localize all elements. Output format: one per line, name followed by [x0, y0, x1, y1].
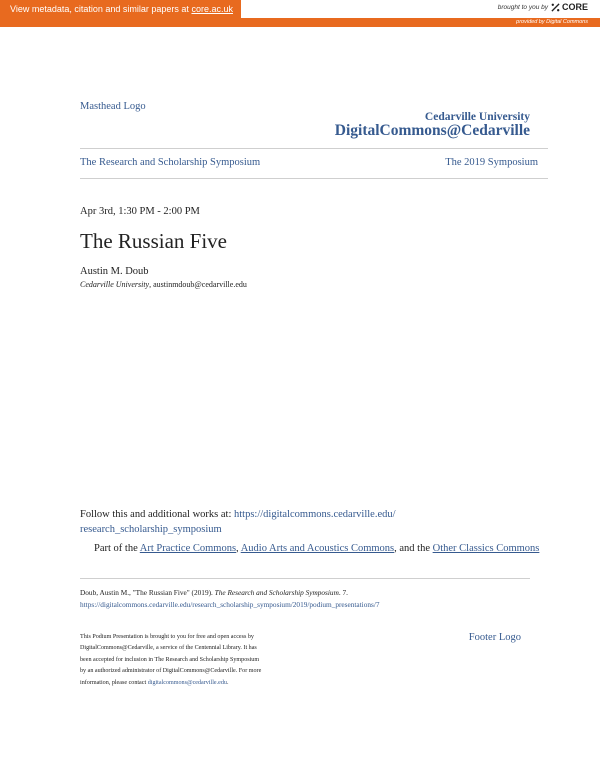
- session-date: Apr 3rd, 1:30 PM - 2:00 PM: [80, 206, 200, 217]
- notice-line-4: by an authorized administrator of DigitalCommons@Cedarville. For more: [80, 668, 262, 675]
- core-brought-by-text: brought to you by: [497, 3, 548, 11]
- core-logo[interactable]: [551, 2, 588, 12]
- contact-email-link[interactable]: digitalcommons@cedarville.edu: [147, 679, 227, 686]
- citation-url-link[interactable]: https://digitalcommons.cedarville.edu/research_scholarship_symposium/2019/podium_presentations/7: [80, 600, 380, 609]
- site-name[interactable]: DigitalCommons@Cedarville: [334, 122, 530, 139]
- open-access-notice: [80, 632, 305, 689]
- audio-arts-commons-link[interactable]: Audio Arts and Acoustics Commons: [240, 543, 395, 554]
- author-email: austinmdoub@cedarville.edu: [153, 280, 247, 289]
- footer-logo[interactable]: Footer Logo: [468, 632, 521, 643]
- other-classics-commons-link[interactable]: Other Classics Commons: [432, 543, 540, 554]
- citation: [80, 587, 540, 611]
- breadcrumb-symposium[interactable]: The Research and Scholarship Symposium: [80, 157, 261, 168]
- part-of-separator-1: ,: [236, 543, 239, 554]
- core-brought-by[interactable]: [498, 2, 588, 12]
- university-name[interactable]: Cedarville University: [424, 111, 530, 123]
- part-of-prefix: Part of the: [94, 543, 138, 554]
- notice-line-5-suffix: .: [226, 679, 229, 686]
- follow-url-part1: https://digitalcommons.cedarville.edu/: [234, 509, 396, 520]
- author-name: Austin M. Doub: [80, 266, 149, 277]
- citation-divider: [80, 578, 530, 579]
- author-institution: Cedarville University: [80, 280, 150, 289]
- breadcrumb-divider: [80, 178, 548, 179]
- notice-line-3: been accepted for inclusion in The Research and Scholarship Symposium: [80, 656, 260, 663]
- header-divider: [80, 148, 548, 149]
- citation-text-1: Doub, Austin M., "The Russian Five" (2019).: [80, 588, 213, 597]
- page-title: The Russian Five: [80, 229, 227, 253]
- notice-line-2: DigitalCommons@Cedarville, a service of the Centennial Library. It has: [80, 645, 257, 652]
- part-of-commons: [80, 541, 540, 556]
- masthead-logo[interactable]: Masthead Logo: [80, 101, 146, 112]
- core-banner: [0, 0, 600, 27]
- core-metadata-link[interactable]: [0, 0, 241, 18]
- core-logo-icon: [551, 3, 560, 12]
- follow-works: [80, 507, 540, 537]
- notice-line-5-prefix: information, please contact: [80, 679, 147, 686]
- citation-text-2: . 7.: [338, 588, 348, 597]
- author-affiliation: Cedarville University, austinmdoub@cedarville.edu: [80, 280, 247, 289]
- part-of-separator-2: , and the: [394, 543, 430, 554]
- art-practice-commons-link[interactable]: Art Practice Commons: [139, 543, 237, 554]
- follow-url-part2: research_scholarship_symposium: [80, 524, 222, 535]
- core-provided-by[interactable]: provided by Digital Commons: [516, 19, 588, 25]
- core-metadata-text: View metadata, citation and similar papers at: [10, 4, 189, 14]
- notice-line-1: This Podium Presentation is brought to you for free and open access by: [80, 634, 254, 640]
- follow-prefix: Follow this and additional works at:: [80, 509, 232, 520]
- core-logo-text: CORE: [561, 2, 588, 12]
- breadcrumb-year[interactable]: The 2019 Symposium: [445, 157, 538, 168]
- core-ac-uk-link[interactable]: core.ac.uk: [191, 4, 233, 14]
- citation-series: The Research and Scholarship Symposium: [214, 588, 339, 597]
